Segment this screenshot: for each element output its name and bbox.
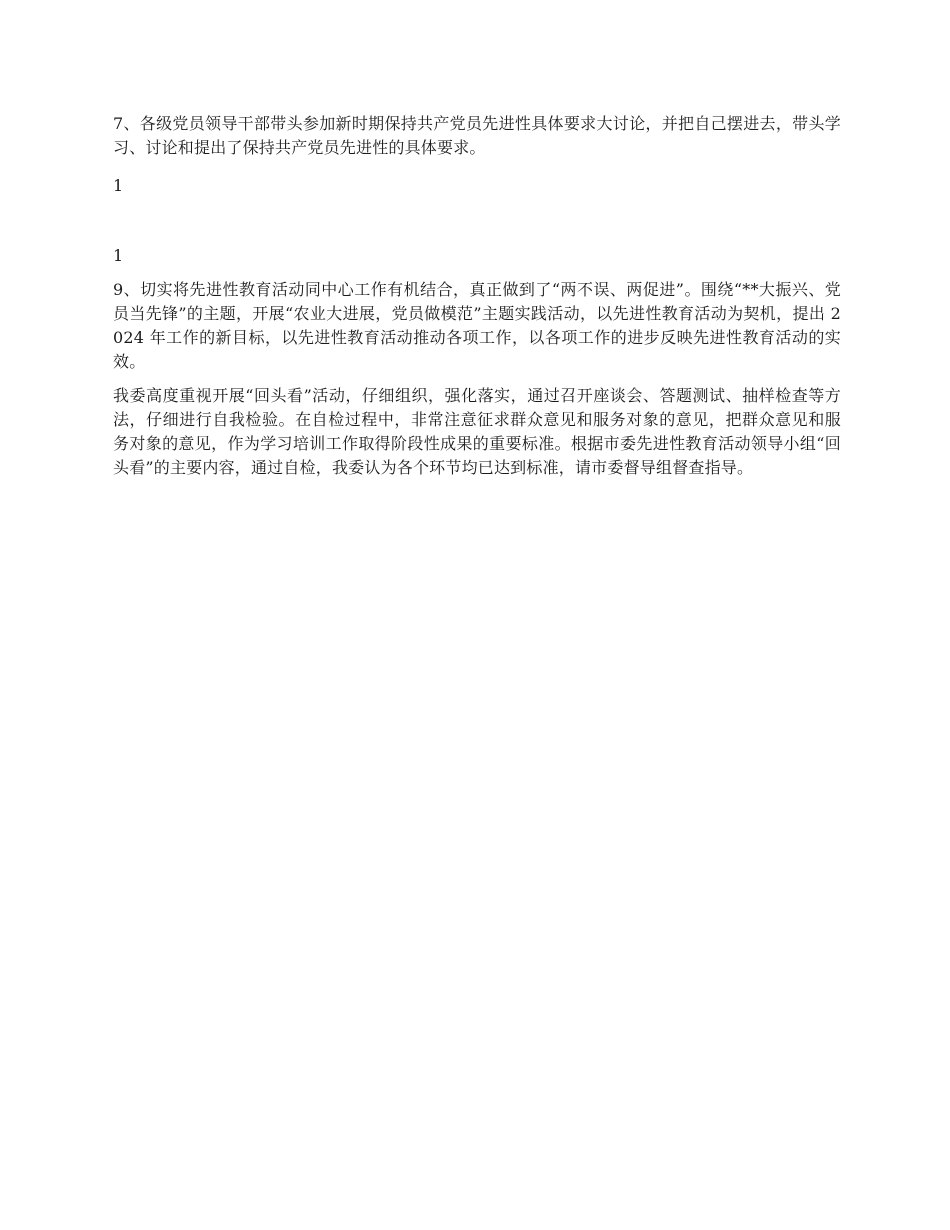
paragraph-item-7: 7、各级党员领导干部带头参加新时期保持共产党员先进性具体要求大讨论，并把自己摆进去，带头学习、讨论和提出了保持共产党员先进性的具体要求。 [113, 114, 841, 157]
page-number-marker: 1 [113, 246, 124, 265]
page-number-marker: 1 [113, 176, 124, 195]
paragraph-item-9: 9、切实将先进性教育活动同中心工作有机结合，真正做到了“两不误、两促进”。围绕“**大振兴、党员当先锋”的主题，开展“农业大进展，党员做模范”主题实践活动，以先进性教育活动为契机，提出 2024 年工作的新目标，以先进性教育活动推动各项工作，以各项工作的进步反映先进性教育活动的实效。 [113, 280, 841, 371]
paragraph-conclusion: 我委高度重视开展“回头看”活动，仔细组织，强化落实，通过召开座谈会、答题测试、抽样检查等方法，仔细进行自我检验。在自检过程中，非常注意征求群众意见和服务对象的意见，把群众意见和服务对象的意见，作为学习培训工作取得阶段性成果的重要标准。根据市委先进性教育活动领导小组“回头看”的主要内容，通过自检，我委认为各个环节均已达到标准，请市委督导组督查指导。 [113, 386, 841, 477]
document-page [113, 112, 841, 480]
